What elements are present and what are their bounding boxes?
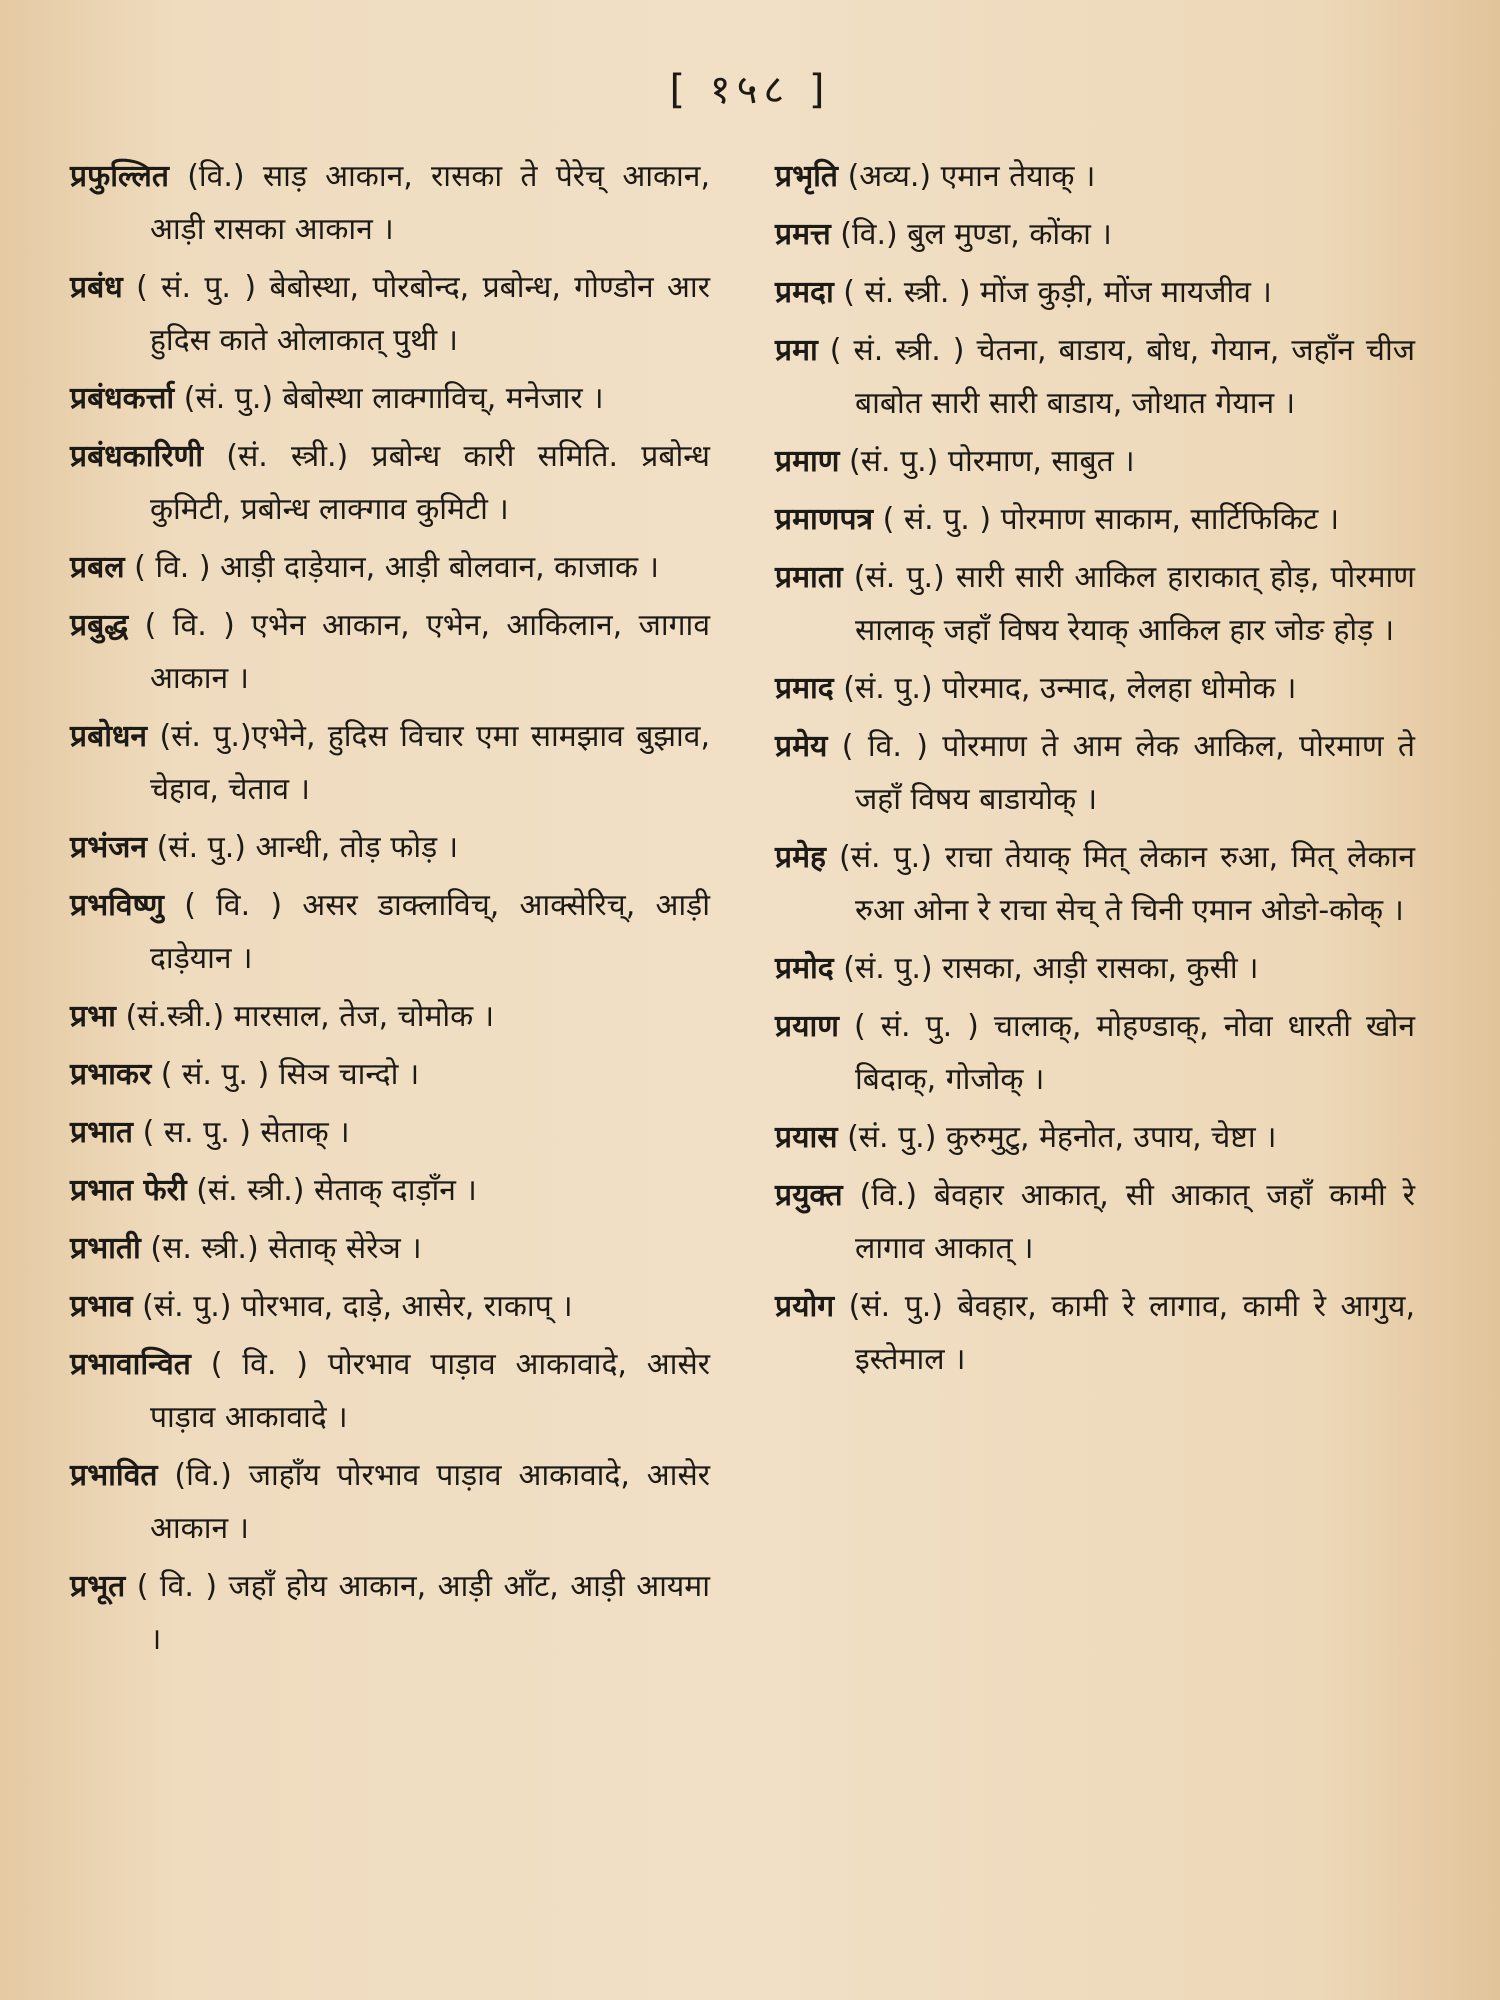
entry-headword: प्रमाता (775, 560, 843, 595)
entry-headword: प्रबंध (70, 270, 123, 305)
dictionary-entry (775, 1000, 1415, 1106)
entry-headword: प्रफुल्लित (70, 159, 169, 194)
entry-headword: प्रमेय (775, 729, 828, 764)
entry-headword: प्रभाव (70, 1289, 133, 1324)
dictionary-entry (70, 990, 710, 1043)
entry-definition: (सं. पु.)एभेने, हुदिस विचार एमा सामझाव बुझाव, चेहाव, चेताव । (150, 719, 710, 807)
entry-headword: प्रमदा (775, 275, 834, 310)
entry-headword: प्रभृति (775, 159, 839, 194)
entry-headword: प्रयोग (775, 1289, 835, 1324)
entry-definition: (सं. पु.) सारी सारी आकिल हाराकात् होड़, पोरमाण सालाक् जहाँ विषय रेयाक् आकिल हार जोङ होड़ । (853, 560, 1415, 648)
entry-definition: (सं.स्त्री.) मारसाल, तेज, चोमोक । (125, 999, 495, 1034)
entry-definition: ( सं. पु. ) पोरमाण साकाम, सार्टिफिकिट । (882, 502, 1340, 537)
dictionary-entry (775, 435, 1415, 488)
entry-definition: ( स. पु. ) सेताक् । (142, 1115, 350, 1150)
dictionary-entry (70, 879, 710, 985)
entry-headword: प्रभावित (70, 1458, 158, 1493)
entry-headword: प्रभंजन (70, 830, 148, 865)
entry-headword: प्रयास (775, 1120, 838, 1155)
entry-definition: (अव्य.) एमान तेयाक् । (847, 159, 1096, 194)
dictionary-entry (775, 831, 1415, 937)
dictionary-entry (70, 372, 710, 425)
right-column (775, 150, 1415, 1391)
entry-headword: प्रभाकर (70, 1057, 152, 1092)
dictionary-entry (775, 208, 1415, 261)
dictionary-entry (775, 324, 1415, 430)
entry-headword: प्रमत्त (775, 217, 831, 252)
entry-definition: ( वि. ) एभेन आकान, एभेन, आकिलान, जागाव आकान । (144, 608, 710, 696)
dictionary-entry (70, 821, 710, 874)
dictionary-entry (70, 150, 710, 256)
entry-headword: प्रबंधकर्त्ता (70, 381, 175, 416)
entry-definition: (वि.) साड़ आकान, रासका ते पेरेच् आकान, आड़ी रासका आकान । (150, 159, 710, 247)
left-column (70, 150, 710, 1671)
entry-definition: (स. स्त्री.) सेताक् सेरेञ । (150, 1231, 422, 1266)
dictionary-entry (775, 662, 1415, 715)
entry-definition: (सं. पु.) पोरमाद, उन्माद, लेलहा धोमोक । (843, 671, 1297, 706)
entry-definition: (सं. स्त्री.) सेताक् दाड़ाँन । (196, 1173, 477, 1208)
dictionary-entry (775, 942, 1415, 995)
entry-definition: ( वि. ) असर डाक्लाविच्, आक्सेरिच्, आड़ी दाड़ेयान । (150, 888, 710, 976)
dictionary-entry (70, 1048, 710, 1101)
entry-definition: ( सं. पु. ) चालाक्, मोहण्डाक्, नोवा धारती खोन बिदाक्, गोजोक् । (853, 1009, 1415, 1097)
entry-headword: प्रभाती (70, 1231, 141, 1266)
dictionary-entry (70, 1560, 710, 1666)
dictionary-entry (70, 430, 710, 536)
dictionary-entry (70, 710, 710, 816)
entry-headword: प्रभावान्वित (70, 1347, 191, 1382)
entry-headword: प्रभविष्णु (70, 888, 164, 923)
entry-headword: प्रमा (775, 333, 818, 368)
entry-headword: प्रभूत (70, 1569, 126, 1604)
dictionary-entry (70, 1280, 710, 1333)
dictionary-entry (775, 1111, 1415, 1164)
entry-headword: प्रमेह (775, 840, 826, 875)
dictionary-entry (70, 1164, 710, 1217)
entry-headword: प्रबंधकारिणी (70, 439, 203, 474)
dictionary-entry (70, 599, 710, 705)
entry-headword: प्रबुद्ध (70, 608, 129, 643)
entry-definition: ( वि. ) पोरभाव पाड़ाव आकावादे, आसेर पाड़ाव आकावादे । (150, 1347, 710, 1435)
entry-definition: (सं. पु.) आन्धी, तोड़ फोड़ । (156, 830, 459, 865)
dictionary-entry (70, 1222, 710, 1275)
entry-definition: (सं. स्त्री.) प्रबोन्ध कारी समिति. प्रबोन्ध कुमिटी, प्रबोन्ध लाक्गाव कुमिटी । (150, 439, 710, 527)
entry-headword: प्रमाद (775, 671, 834, 706)
dictionary-entry (775, 493, 1415, 546)
dictionary-entry (775, 551, 1415, 657)
dictionary-entry (70, 1338, 710, 1444)
entry-definition: (सं. पु.) राचा तेयाक् मित् लेकान रुआ, मित् लेकान रुआ ओना रे राचा सेच् ते चिनी एमान ओङो-कोक् । (839, 840, 1415, 928)
entry-definition: (सं. पु.) रासका, आड़ी रासका, कुसी । (843, 951, 1259, 986)
entry-headword: प्रमोद (775, 951, 834, 986)
entry-definition: ( वि. ) जहाँ होय आकान, आड़ी आँट, आड़ी आयमा । (136, 1569, 710, 1657)
dictionary-entry (775, 720, 1415, 826)
entry-headword: प्रयाण (775, 1009, 839, 1044)
page-number: [ १५८ ] (669, 67, 831, 113)
entry-headword: प्रमाण (775, 444, 840, 479)
entry-definition: (सं. पु.) कुरुमुटु, मेहनोत, उपाय, चेष्टा । (847, 1120, 1277, 1155)
entry-definition: (सं. पु.) बेबोस्था लाक्गाविच्, मनेजार । (183, 381, 604, 416)
entry-headword: प्रभात फेरी (70, 1173, 187, 1208)
dictionary-entry (775, 1280, 1415, 1386)
entry-definition: ( सं. स्त्री. ) मोंज कुड़ी, मोंज मायजीव । (843, 275, 1272, 310)
entry-definition: ( वि. ) पोरमाण ते आम लेक आकिल, पोरमाण ते जहाँ विषय बाडायोक् । (841, 729, 1415, 817)
dictionary-entry (70, 261, 710, 367)
entry-headword: प्रबोधन (70, 719, 148, 754)
entry-definition: (वि.) बुल मुण्डा, कोंका । (840, 217, 1112, 252)
entry-definition: (वि.) बेवहार आकात्, सी आकात् जहाँ कामी रे लागाव आकात् । (855, 1178, 1415, 1266)
entry-headword: प्रबल (70, 550, 125, 585)
entry-headword: प्रमाणपत्र (775, 502, 874, 537)
entry-definition: (सं. पु.) बेवहार, कामी रे लागाव, कामी रे आगुय, इस्तेमाल । (848, 1289, 1415, 1377)
entry-definition: (सं. पु.) पोरमाण, साबुत । (849, 444, 1135, 479)
entry-definition: (वि.) जाहाँय पोरभाव पाड़ाव आकावादे, आसेर आकान । (150, 1458, 710, 1546)
entry-definition: (सं. पु.) पोरभाव, दाड़े, आसेर, राकाप् । (142, 1289, 573, 1324)
dictionary-entry (70, 1449, 710, 1555)
dictionary-entry (775, 1169, 1415, 1275)
dictionary-entry (775, 150, 1415, 203)
dictionary-entry (775, 266, 1415, 319)
entry-definition: ( वि. ) आड़ी दाड़ेयान, आड़ी बोलवान, काजाक । (134, 550, 659, 585)
entry-definition: ( सं. पु. ) सिञ चान्दो । (160, 1057, 420, 1092)
dictionary-entry (70, 1106, 710, 1159)
entry-headword: प्रयुक्त (775, 1178, 843, 1213)
entry-headword: प्रभा (70, 999, 116, 1034)
entry-headword: प्रभात (70, 1115, 134, 1150)
entry-definition: ( सं. स्त्री. ) चेतना, बाडाय, बोध, गेयान, जहाँन चीज बाबोत सारी सारी बाडाय, जोथात गेयान । (829, 333, 1416, 421)
entry-definition: ( सं. पु. ) बेबोस्था, पोरबोन्द, प्रबोन्ध, गोण्डोन आर हुदिस काते ओलाकात् पुथी । (136, 270, 710, 358)
dictionary-entry (70, 541, 710, 594)
